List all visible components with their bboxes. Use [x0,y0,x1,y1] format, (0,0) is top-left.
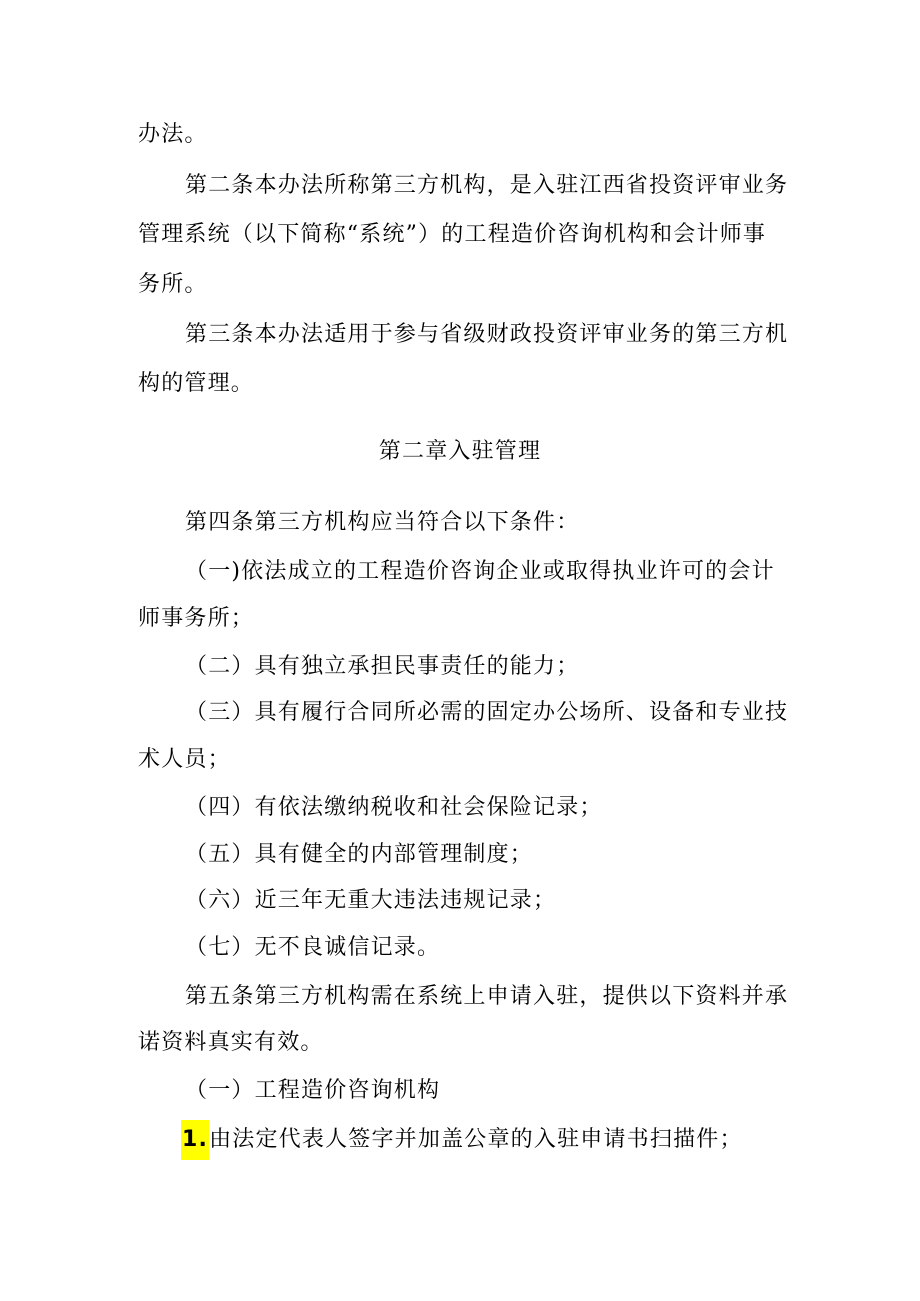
article-2-line: 务所。 [138,272,208,297]
list-item [181,1120,801,1160]
condition-line: （三）具有履行合同所必需的固定办公场所、设备和专业技 [185,700,789,725]
condition-line: （五）具有健全的内部管理制度； [185,842,534,867]
article-5-line: 诺资料真实有效。 [138,1030,324,1055]
article-4-line: 第四条第三方机构应当符合以下条件： [185,510,580,535]
condition-line: （七）无不良诚信记录。 [185,935,441,960]
highlighted-item-number: 1. [181,1120,209,1160]
article-2-line: 第二条本办法所称第三方机构，是入驻江西省投资评审业务 [185,173,789,198]
condition-line: （六）近三年无重大违法违规记录； [185,888,557,913]
list-item-text: 由法定代表人签字并加盖公章的入驻申请书扫描件； [209,1127,743,1152]
paragraph-line: 办法。 [138,122,208,147]
condition-line: 师事务所； [138,606,255,631]
subsection-title: （一）工程造价咨询机构 [185,1078,441,1103]
condition-line: （一)依法成立的工程造价咨询企业或取得执业许可的会计 [185,559,775,584]
condition-line: 术人员； [138,747,231,772]
condition-line: （四）有依法缴纳税收和社会保险记录； [185,795,603,820]
article-5-line: 第五条第三方机构需在系统上申请入驻，提供以下资料并承 [185,984,789,1009]
article-3-line: 第三条本办法适用于参与省级财政投资评审业务的第三方机 [185,322,789,347]
chapter-title: 第二章入驻管理 [378,439,542,464]
article-2-line: 管理系统（以下简称“系统”）的工程造价咨询机构和会计师事 [138,222,767,247]
condition-line: （二）具有独立承担民事责任的能力； [185,654,580,679]
article-3-line: 构的管理。 [138,371,255,396]
